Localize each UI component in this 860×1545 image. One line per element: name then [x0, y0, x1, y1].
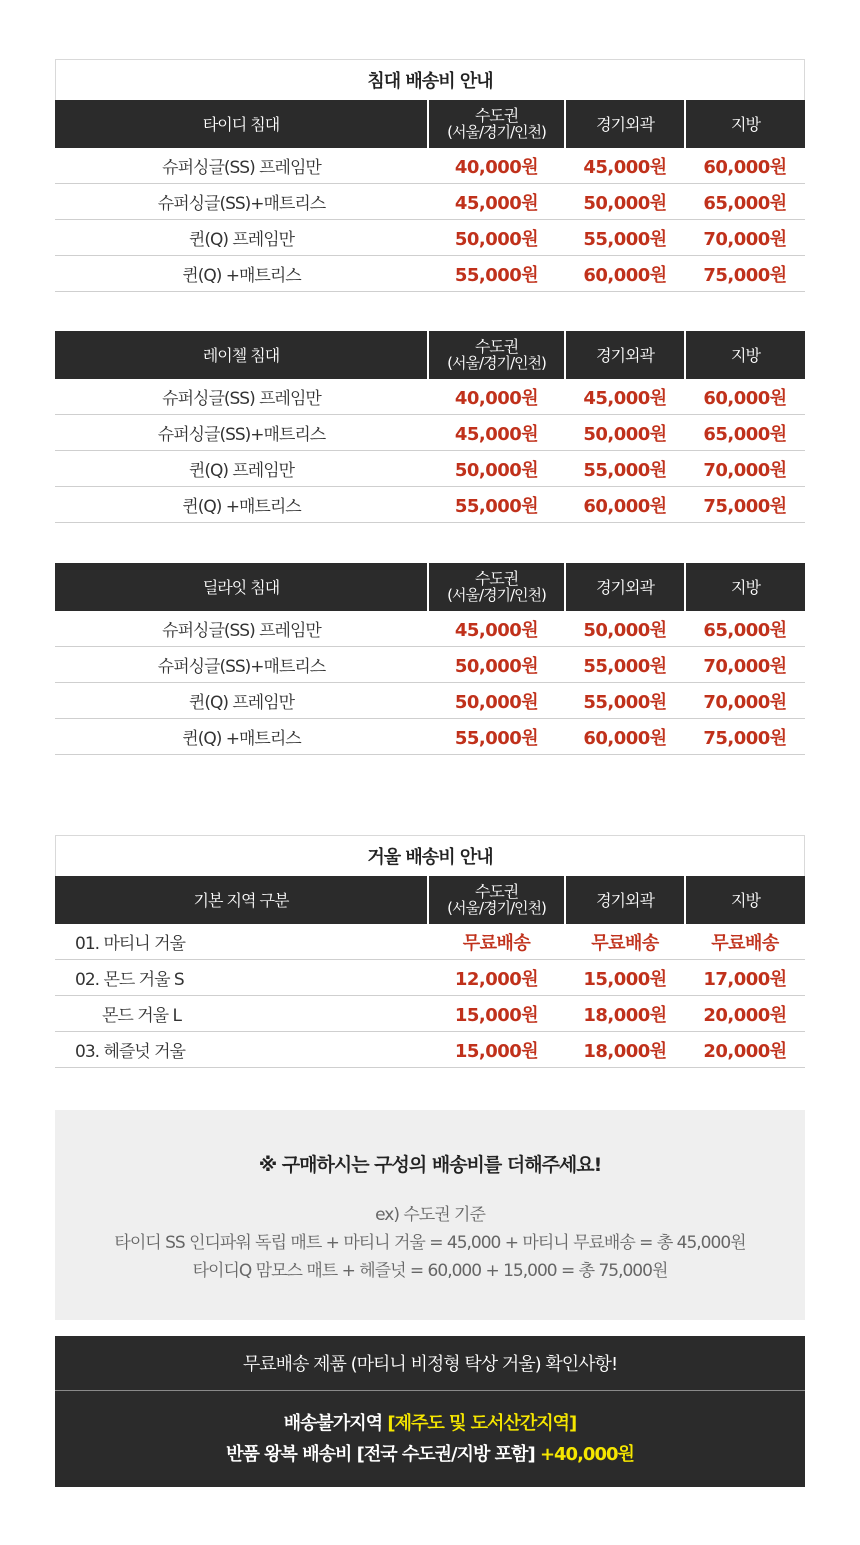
example-line: ex) 수도권 기준 — [375, 1205, 485, 1225]
free-shipping-notice — [55, 1336, 805, 1487]
table-row — [55, 220, 805, 256]
example-line: 타이디Q 맘모스 매트 + 헤즐넛 = 60,000 + 15,000 = 총 75,000원 — [192, 1261, 668, 1281]
price-provinces: 65,000원 — [685, 611, 805, 647]
price-capital: 50,000원 — [428, 220, 565, 256]
price-capital: 15,000원 — [428, 996, 565, 1032]
price-outer: 55,000원 — [565, 683, 685, 719]
table-row — [55, 611, 805, 647]
provinces-header: 지방 — [685, 563, 805, 611]
price-provinces: 70,000원 — [685, 683, 805, 719]
price-outer: 45,000원 — [565, 379, 685, 415]
capital-region-label: 수도권 — [474, 882, 519, 901]
price-capital: 55,000원 — [428, 487, 565, 523]
table-row — [55, 924, 805, 960]
bed-table-3-block — [55, 563, 805, 755]
provinces-header: 지방 — [685, 876, 805, 924]
provinces-header: 지방 — [685, 100, 805, 148]
capital-region-sub: (서울/경기/인천) — [447, 899, 546, 917]
mirror-table-block — [55, 835, 805, 1068]
capital-region-sub: (서울/경기/인천) — [447, 123, 546, 141]
price-provinces: 75,000원 — [685, 487, 805, 523]
table-row — [55, 1032, 805, 1068]
price-capital: 15,000원 — [428, 1032, 565, 1068]
price-outer: 50,000원 — [565, 611, 685, 647]
price-provinces: 70,000원 — [685, 220, 805, 256]
table-row — [55, 415, 805, 451]
price-capital: 45,000원 — [428, 415, 565, 451]
price-capital: 40,000원 — [428, 379, 565, 415]
table-row — [55, 487, 805, 523]
price-provinces: 60,000원 — [685, 148, 805, 184]
price-provinces: 20,000원 — [685, 1032, 805, 1068]
notice-line-undeliverable — [284, 1408, 576, 1439]
bed-price-table — [55, 331, 805, 523]
price-capital: 무료배송 — [428, 924, 565, 960]
row-label: 03. 헤즐넛 거울 — [55, 1032, 428, 1068]
table-row — [55, 960, 805, 996]
bed-price-table — [55, 100, 805, 292]
row-label: 퀸(Q) +매트리스 — [55, 487, 428, 523]
provinces-header: 지방 — [685, 331, 805, 379]
row-label: 슈퍼싱글(SS) 프레임만 — [55, 379, 428, 415]
price-capital: 40,000원 — [428, 148, 565, 184]
table-row — [55, 451, 805, 487]
table-row — [55, 148, 805, 184]
product-header: 레이첼 침대 — [55, 331, 428, 379]
capital-region-sub: (서울/경기/인천) — [447, 354, 546, 372]
price-outer: 18,000원 — [565, 996, 685, 1032]
price-outer: 60,000원 — [565, 487, 685, 523]
price-outer: 50,000원 — [565, 184, 685, 220]
price-outer: 15,000원 — [565, 960, 685, 996]
notice-line2-highlight: +40,000원 — [539, 1444, 634, 1465]
row-label: 슈퍼싱글(SS)+매트리스 — [55, 184, 428, 220]
table-row — [55, 719, 805, 755]
price-capital: 45,000원 — [428, 611, 565, 647]
notice-line2-text: 반품 왕복 배송비 [전국 수도권/지방 포함] — [226, 1444, 540, 1465]
capital-region-header — [428, 100, 565, 148]
row-label: 퀸(Q) 프레임만 — [55, 683, 428, 719]
row-label: 퀸(Q) 프레임만 — [55, 451, 428, 487]
price-outer: 50,000원 — [565, 415, 685, 451]
price-outer: 60,000원 — [565, 256, 685, 292]
table-row — [55, 184, 805, 220]
row-label: 퀸(Q) 프레임만 — [55, 220, 428, 256]
price-outer: 55,000원 — [565, 220, 685, 256]
row-label: 퀸(Q) +매트리스 — [55, 719, 428, 755]
capital-region-label: 수도권 — [474, 106, 519, 125]
price-outer: 45,000원 — [565, 148, 685, 184]
price-capital: 50,000원 — [428, 683, 565, 719]
product-header: 타이디 침대 — [55, 100, 428, 148]
price-capital: 50,000원 — [428, 647, 565, 683]
price-outer: 60,000원 — [565, 719, 685, 755]
notice-title: 무료배송 제품 (마티니 비정형 탁상 거울) 확인사항! — [55, 1336, 805, 1391]
price-provinces: 17,000원 — [685, 960, 805, 996]
capital-region-header — [428, 331, 565, 379]
gyeonggi-outer-header: 경기외곽 — [565, 876, 685, 924]
example-line: 타이디 SS 인디파워 독립 매트 + 마티니 거울 = 45,000 + 마티니 무료배송 = 총 45,000원 — [114, 1233, 746, 1253]
price-capital: 55,000원 — [428, 256, 565, 292]
notice-line1-text: 배송불가지역 — [283, 1413, 388, 1434]
price-provinces: 65,000원 — [685, 415, 805, 451]
mirror-price-table — [55, 876, 805, 1068]
capital-region-header — [428, 876, 565, 924]
capital-region-label: 수도권 — [474, 569, 519, 588]
example-box — [55, 1110, 805, 1320]
price-outer: 55,000원 — [565, 647, 685, 683]
notice-body — [55, 1391, 805, 1487]
row-label: 몬드 거울 L — [55, 996, 428, 1032]
notice-line-return-fee — [226, 1439, 634, 1470]
price-capital: 45,000원 — [428, 184, 565, 220]
price-outer: 무료배송 — [565, 924, 685, 960]
price-provinces: 65,000원 — [685, 184, 805, 220]
capital-region-sub: (서울/경기/인천) — [447, 586, 546, 604]
price-provinces: 20,000원 — [685, 996, 805, 1032]
bed-table-1-block — [55, 59, 805, 292]
bed-price-table — [55, 563, 805, 755]
gyeonggi-outer-header: 경기외곽 — [565, 563, 685, 611]
capital-region-header — [428, 563, 565, 611]
table-row — [55, 379, 805, 415]
table-row — [55, 996, 805, 1032]
row-label: 슈퍼싱글(SS) 프레임만 — [55, 611, 428, 647]
product-header: 딜라잇 침대 — [55, 563, 428, 611]
table-row — [55, 647, 805, 683]
gyeonggi-outer-header: 경기외곽 — [565, 100, 685, 148]
row-label: 슈퍼싱글(SS)+매트리스 — [55, 415, 428, 451]
table-row — [55, 683, 805, 719]
price-provinces: 60,000원 — [685, 379, 805, 415]
mirror-section-title: 거울 배송비 안내 — [55, 835, 805, 876]
row-label: 슈퍼싱글(SS)+매트리스 — [55, 647, 428, 683]
gyeonggi-outer-header: 경기외곽 — [565, 331, 685, 379]
row-label: 퀸(Q) +매트리스 — [55, 256, 428, 292]
row-label: 01. 마티니 거울 — [55, 924, 428, 960]
bed-table-2-block — [55, 331, 805, 523]
price-provinces: 75,000원 — [685, 719, 805, 755]
price-capital: 50,000원 — [428, 451, 565, 487]
row-label: 슈퍼싱글(SS) 프레임만 — [55, 148, 428, 184]
price-provinces: 70,000원 — [685, 647, 805, 683]
region-basis-header: 기본 지역 구분 — [55, 876, 428, 924]
price-provinces: 70,000원 — [685, 451, 805, 487]
table-row — [55, 256, 805, 292]
price-capital: 12,000원 — [428, 960, 565, 996]
price-provinces: 75,000원 — [685, 256, 805, 292]
row-label: 02. 몬드 거울 S — [55, 960, 428, 996]
price-capital: 55,000원 — [428, 719, 565, 755]
capital-region-label: 수도권 — [474, 337, 519, 356]
example-title: ※ 구매하시는 구성의 배송비를 더해주세요! — [258, 1154, 602, 1176]
notice-line1-highlight: [제주도 및 도서산간지역] — [387, 1413, 577, 1434]
bed-section-title: 침대 배송비 안내 — [55, 59, 805, 100]
price-provinces: 무료배송 — [685, 924, 805, 960]
price-outer: 55,000원 — [565, 451, 685, 487]
price-outer: 18,000원 — [565, 1032, 685, 1068]
